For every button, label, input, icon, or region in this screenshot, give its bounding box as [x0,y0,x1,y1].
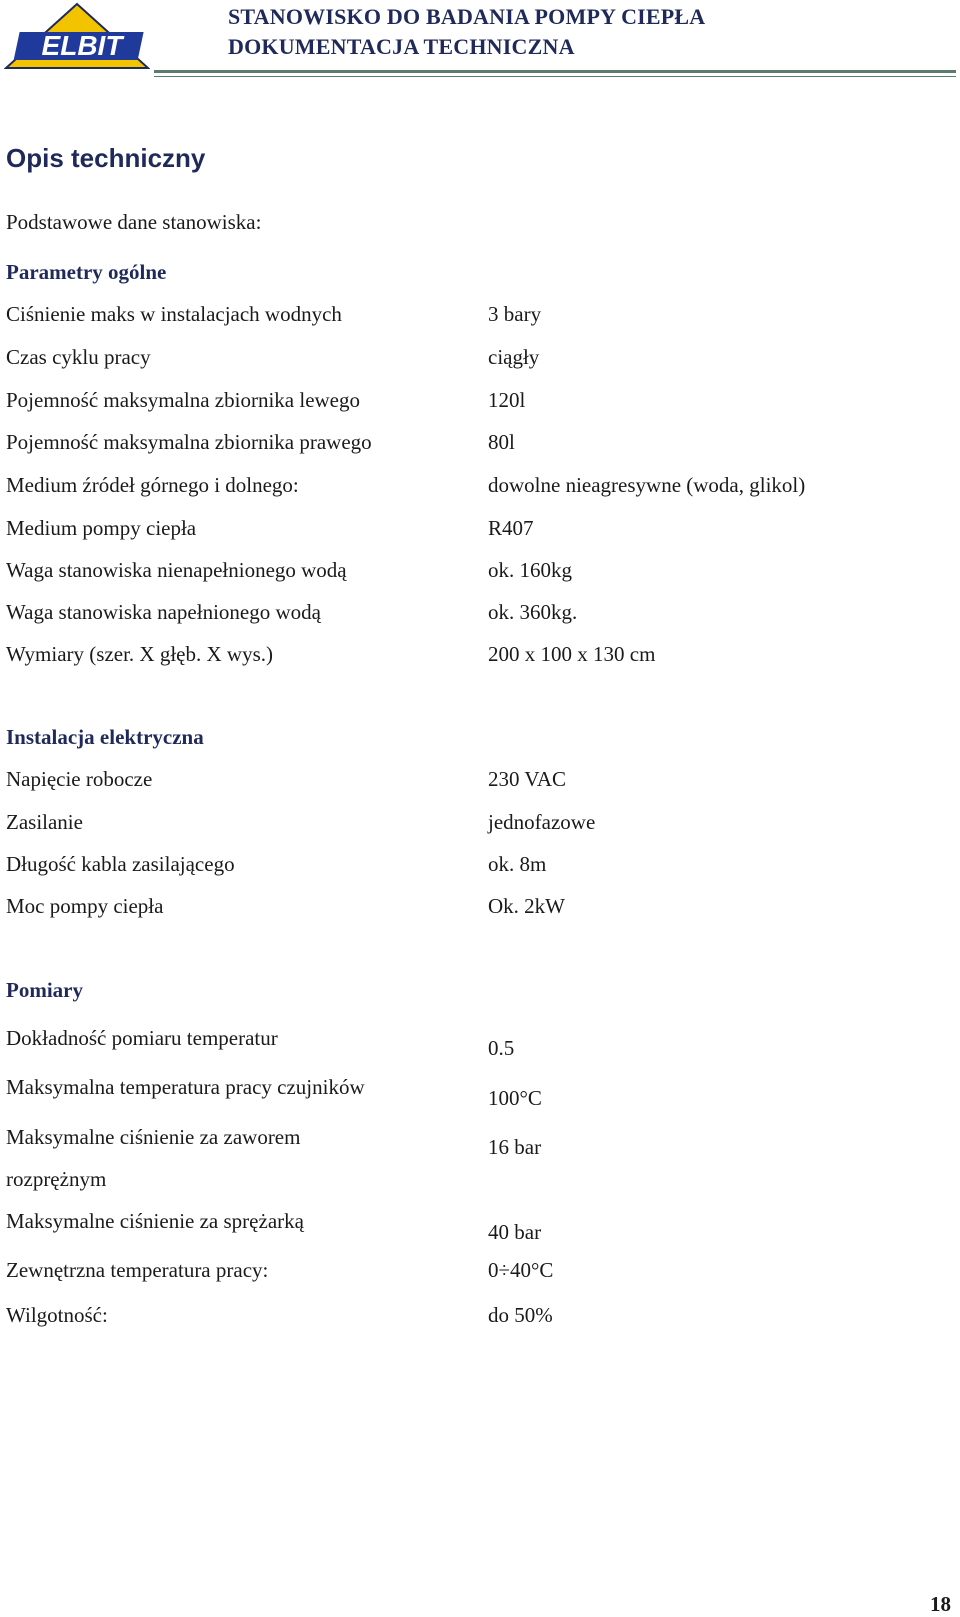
spec-label: Medium pompy ciepła [6,516,197,540]
header-rule [154,70,956,73]
spec-label: Medium źródeł górnego i dolnego: [6,473,299,497]
spec-value: 80l [488,430,515,454]
spec-value: ok. 8m [488,852,547,876]
spec-label: Waga stanowiska napełnionego wodą [6,600,321,624]
header-rule-thin [154,76,956,77]
spec-value: do 50% [488,1303,553,1327]
spec-value: 0.5 [488,1036,515,1060]
section-heading-measurements: Pomiary [6,978,83,1002]
logo-text: ELBIT [41,30,123,61]
spec-label: Wymiary (szer. X głęb. X wys.) [6,642,274,666]
spec-label: Zewnętrzna temperatura pracy: [6,1258,269,1282]
header-title-line2: DOKUMENTACJA TECHNICZNA [228,34,575,59]
spec-label: Maksymalne ciśnienie za zaworem [6,1125,301,1149]
spec-value: 200 x 100 x 130 cm [488,642,656,666]
spec-label: Napięcie robocze [6,767,153,791]
spec-label: Pojemność maksymalna zbiornika lewego [6,388,360,412]
section-heading-electrical: Instalacja elektryczna [6,725,204,749]
spec-label: Moc pompy ciepła [6,894,164,918]
spec-label: Waga stanowiska nienapełnionego wodą [6,558,347,582]
spec-label: Pojemność maksymalna zbiornika prawego [6,430,372,454]
spec-value: 16 bar [488,1135,542,1159]
spec-label: Zasilanie [6,810,83,834]
elbit-logo [4,2,150,70]
spec-label: Czas cyklu pracy [6,345,151,369]
spec-label: Maksymalne ciśnienie za sprężarką [6,1209,304,1233]
spec-value: 0÷40°C [488,1258,554,1282]
spec-label: Maksymalna temperatura pracy czujników [6,1075,365,1099]
spec-label: Długość kabla zasilającego [6,852,235,876]
spec-value: dowolne nieagresywne (woda, glikol) [488,473,806,497]
page-number: 18 [930,1592,951,1616]
spec-value: 3 bary [488,302,542,326]
spec-label-continued: rozprężnym [6,1167,107,1191]
spec-label: Ciśnienie maks w instalacjach wodnych [6,302,342,326]
spec-value: 100°C [488,1086,542,1110]
header-title-line1: STANOWISKO DO BADANIA POMPY CIEPŁA [228,4,706,29]
spec-value: jednofazowe [488,810,596,834]
spec-label: Wilgotność: [6,1303,108,1327]
spec-label: Dokładność pomiaru temperatur [6,1026,278,1050]
spec-value: ok. 360kg. [488,600,578,624]
spec-value: 120l [488,388,526,412]
page-header [0,0,960,90]
spec-value: 230 VAC [488,767,567,791]
spec-value: 40 bar [488,1220,542,1244]
spec-value: Ok. 2kW [488,894,565,918]
document-intro: Podstawowe dane stanowiska: [6,210,262,234]
document-title: Opis techniczny [6,143,206,173]
spec-value: R407 [488,516,534,540]
spec-value: ciągły [488,345,540,369]
section-heading-general: Parametry ogólne [6,260,167,284]
spec-value: ok. 160kg [488,558,572,582]
